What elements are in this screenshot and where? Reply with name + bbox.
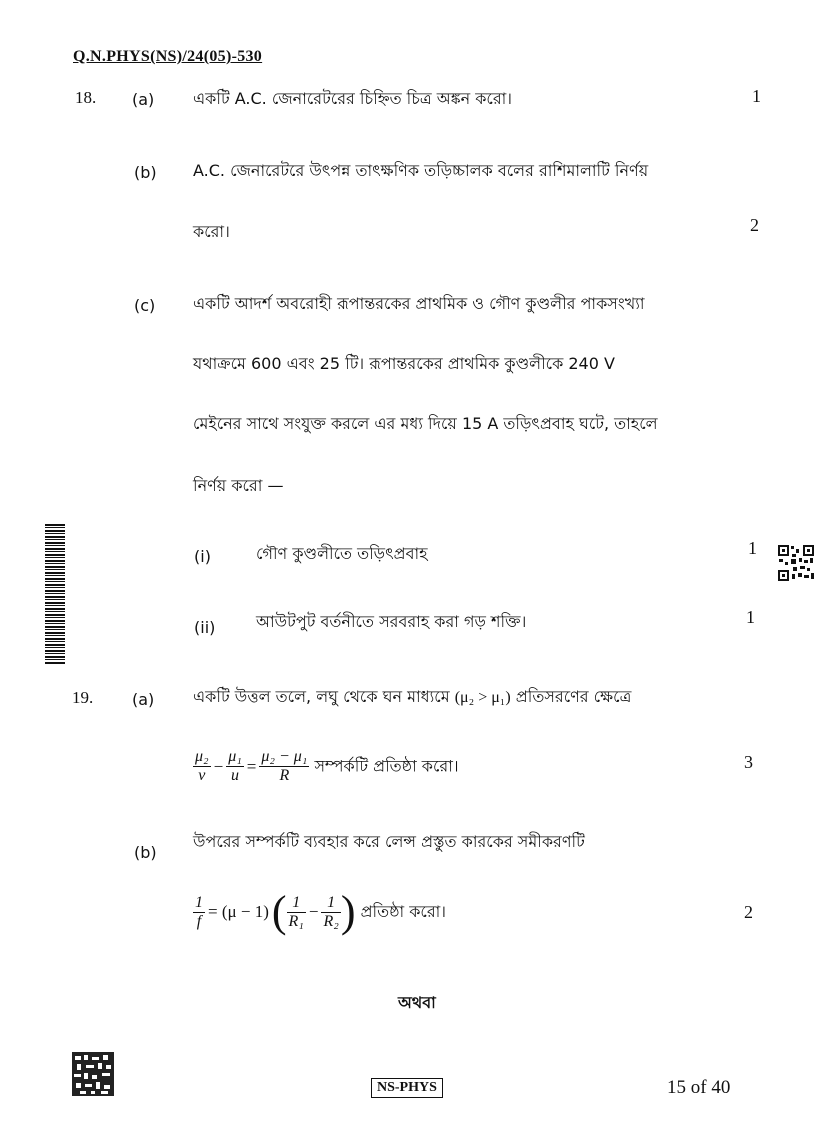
or-divider: অথবা bbox=[398, 993, 436, 1012]
q19b-line2-post: প্রতিষ্ঠা করো। bbox=[360, 902, 447, 921]
q18b-line2: করো। bbox=[193, 222, 230, 241]
question-19-number: 19. bbox=[72, 688, 94, 707]
fraction-1-over-R1 bbox=[287, 894, 306, 931]
q19a-line1-post: প্রতিসরণের ক্ষেত্রে bbox=[515, 687, 632, 706]
q18c-ii-marks: 1 bbox=[746, 607, 755, 627]
paper-code: Q.N.PHYS(NS)/24(05)-530 bbox=[73, 48, 263, 65]
page-number: 15 of 40 bbox=[667, 1077, 731, 1098]
q18c-line1: একটি আদর্শ অবরোহী রূপান্তরকের প্রাথমিক ও গৌণ কুণ্ডলীর পাকসংখ্যা bbox=[193, 294, 645, 313]
q19b-equation bbox=[193, 887, 447, 936]
equals-sign: = bbox=[246, 756, 257, 776]
fraction-1-over-f bbox=[193, 894, 205, 931]
q19a-line1-pre: একটি উত্তল তলে, লঘু থেকে ঘন মাধ্যমে bbox=[193, 687, 450, 706]
q18b-line1: A.C. জেনারেটরে উৎপন্ন তাৎক্ষণিক তড়িচ্চালক বলের রাশিমালাটি নির্ণয় bbox=[193, 161, 649, 180]
fraction-diff-over-R bbox=[259, 748, 309, 785]
q18a-label: (a) bbox=[132, 90, 155, 109]
q18c-ii-text: আউটপুট বর্তনীতে সরবরাহ করা গড় শক্তি। bbox=[256, 612, 527, 631]
f3-numerator: μ₂ − μ₁ bbox=[261, 748, 308, 765]
q18c-i-text: গৌণ কুণ্ডলীতে তড়িৎপ্রবাহ bbox=[256, 544, 428, 563]
fraction-mu2-over-v bbox=[193, 748, 211, 785]
q18c-label: (c) bbox=[134, 296, 156, 315]
f1-numerator: μ₂ bbox=[195, 748, 209, 765]
q19a-label: (a) bbox=[132, 690, 155, 709]
q19a-condition: (μ₂ > μ₁) bbox=[454, 689, 511, 706]
r1-numerator: 1 bbox=[287, 894, 306, 913]
q18c-i-marks: 1 bbox=[748, 538, 757, 558]
q18a-marks: 1 bbox=[752, 86, 761, 106]
side-barcode bbox=[45, 524, 65, 664]
q18c-i-label: (i) bbox=[194, 547, 211, 566]
r1-denominator: R₁ bbox=[288, 912, 304, 930]
q19a-equation bbox=[193, 748, 459, 785]
mu-minus-one: = (μ − 1) bbox=[208, 902, 269, 921]
q19b-line1: উপরের সম্পর্কটি ব্যবহার করে লেন্স প্রস্তুত কারকের সমীকরণটি bbox=[193, 832, 585, 851]
f2-numerator: μ₁ bbox=[228, 748, 242, 765]
q19b-label: (b) bbox=[134, 843, 157, 862]
q18a-text: একটি A.C. জেনারেটরের চিহ্নিত চিত্র অঙ্কন করো। bbox=[193, 89, 513, 108]
qr-code-icon bbox=[777, 544, 815, 582]
footer-subject-code: NS-PHYS bbox=[371, 1078, 443, 1098]
q18c-ii-label: (ii) bbox=[194, 618, 216, 637]
f2-denominator: u bbox=[230, 767, 239, 784]
r2-denominator: R₂ bbox=[323, 912, 339, 930]
corner-code-stamp-icon bbox=[72, 1052, 114, 1096]
f1-denominator: v bbox=[198, 767, 206, 784]
fraction-1-over-R2 bbox=[321, 894, 340, 931]
q18c-line2: যথাক্রমে 600 এবং 25 টি। রূপান্তরকের প্রাথমিক কুণ্ডলীকে 240 V bbox=[193, 354, 615, 373]
question-18-number: 18. bbox=[75, 88, 97, 107]
fraction-mu1-over-u bbox=[226, 748, 244, 785]
f3-denominator: R bbox=[279, 767, 290, 784]
right-paren: ) bbox=[340, 887, 356, 936]
left-paren: ( bbox=[271, 887, 287, 936]
minus-sign: − bbox=[213, 756, 224, 776]
lhs-denominator: f bbox=[196, 912, 202, 930]
r2-numerator: 1 bbox=[321, 894, 340, 913]
lhs-numerator: 1 bbox=[195, 893, 203, 911]
q19a-marks: 3 bbox=[744, 752, 753, 772]
q19b-marks: 2 bbox=[744, 902, 753, 922]
q18c-line3: মেইনের সাথে সংযুক্ত করলে এর মধ্য দিয়ে 15 A তড়িৎপ্রবাহ ঘটে, তাহলে bbox=[193, 414, 658, 433]
minus-sign-2: − bbox=[308, 902, 319, 921]
q18b-label: (b) bbox=[134, 163, 157, 182]
q18c-line4: নির্ণয় করো — bbox=[193, 476, 284, 495]
q19a-line2-post: সম্পর্কটি প্রতিষ্ঠা করো। bbox=[314, 756, 459, 776]
q19a-line1 bbox=[193, 686, 631, 709]
q18b-marks: 2 bbox=[750, 215, 759, 235]
